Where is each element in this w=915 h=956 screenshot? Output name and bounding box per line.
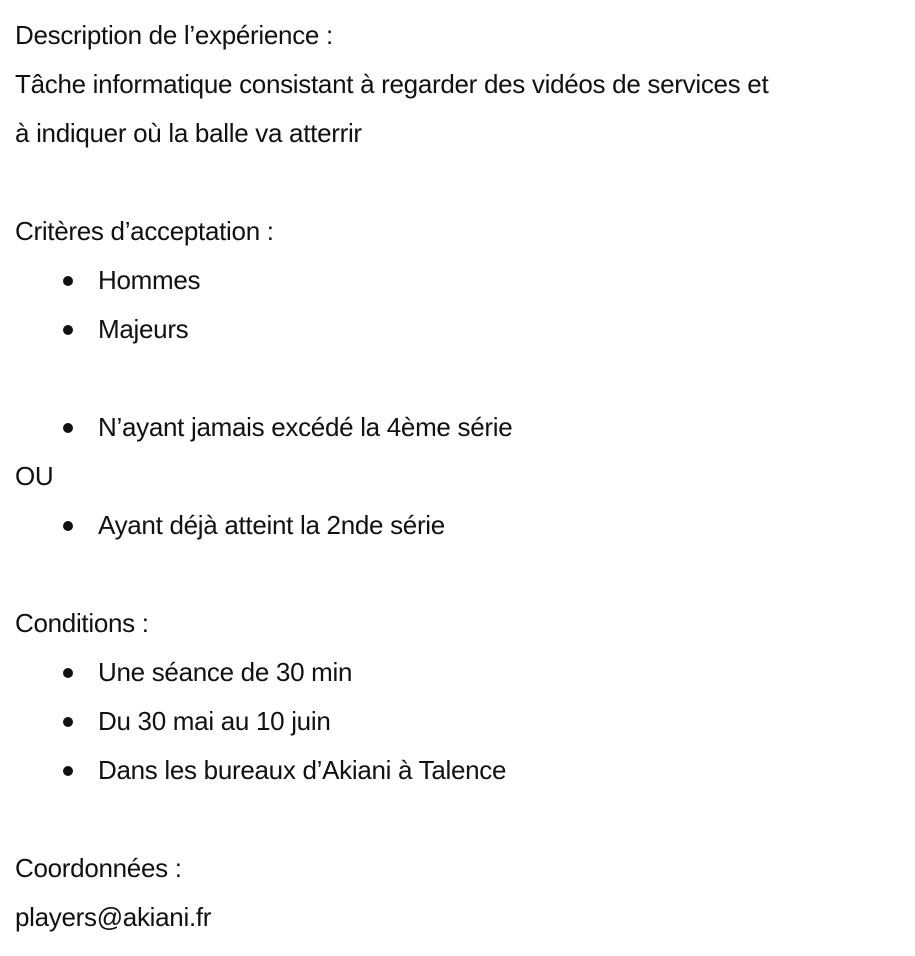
description-text: Tâche informatique consistant à regarder des vidéos de services et [15,69,769,99]
spacer [15,158,905,207]
description-text: à indiquer où la balle va atterrir [15,118,362,148]
spacer [15,795,905,844]
description-heading: Description de l’expérience : [15,20,333,50]
conditions-item: Dans les bureaux d’Akiani à Talence [15,746,905,795]
criteria-item: N’ayant jamais excédé la 4ème série [15,403,905,452]
conditions-heading: Conditions : [15,608,149,638]
criteria-separator: OU [15,461,54,491]
criteria-heading: Critères d’acceptation : [15,216,274,246]
criteria-item: Ayant déjà atteint la 2nde série [15,501,905,550]
criteria-item: Hommes [15,256,905,305]
spacer [15,550,905,599]
conditions-item: Du 30 mai au 10 juin [15,697,905,746]
conditions-item: Une séance de 30 min [15,648,905,697]
contact-heading: Coordonnées : [15,853,182,883]
document [15,11,905,942]
criteria-item: Majeurs [15,305,905,354]
contact-email: players@akiani.fr [15,902,212,932]
spacer [15,354,905,403]
